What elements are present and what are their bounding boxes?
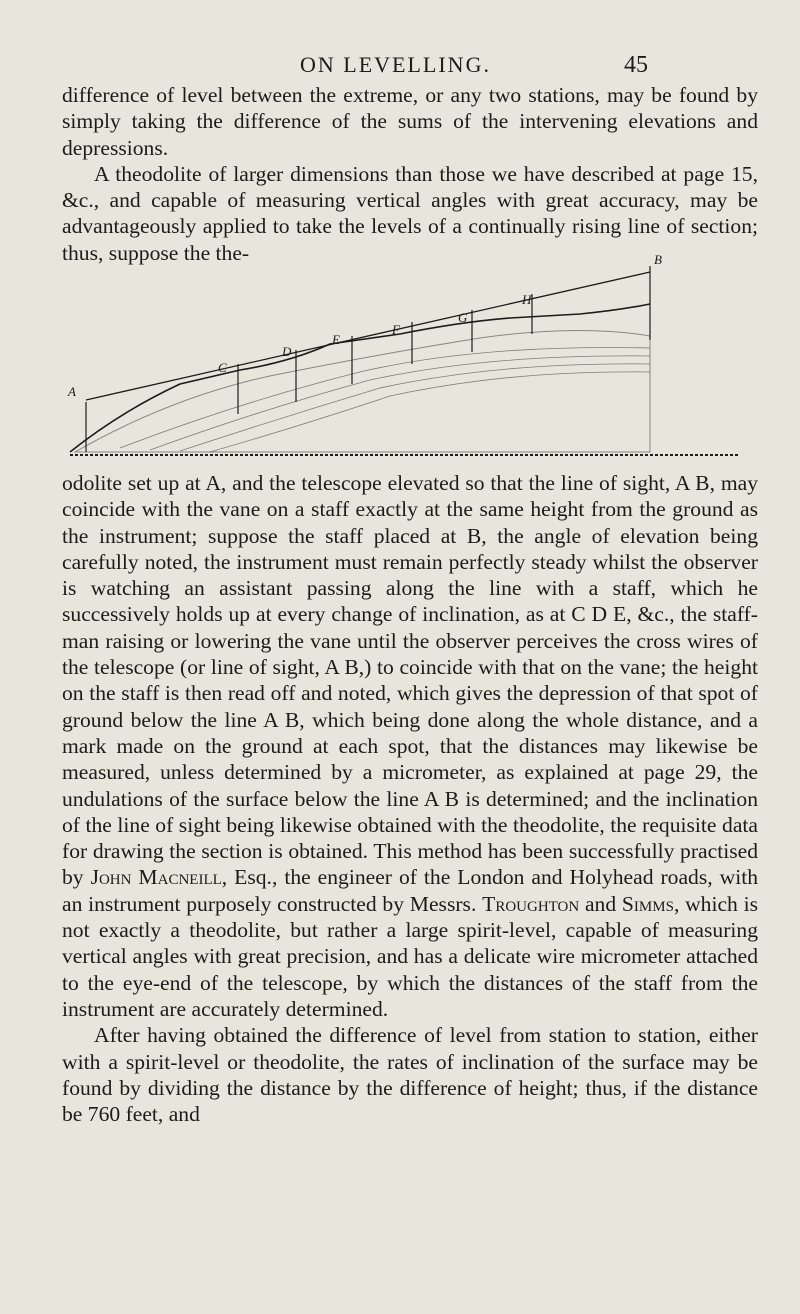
running-title: ON LEVELLING.: [300, 52, 491, 77]
text-block-bottom: [62, 470, 758, 1127]
label-a: A: [68, 384, 76, 399]
label-f: F: [392, 322, 400, 337]
figure-svg: [60, 252, 750, 466]
name-simms: Simms: [621, 891, 674, 916]
name-troughton: Troughton: [482, 891, 580, 916]
staffs: [86, 266, 650, 452]
label-g: G: [458, 310, 468, 325]
paragraph-1: difference of level between the extreme, or any two stations, may be found by simply taking the difference of the sums of the intervening elevations and depressions.: [62, 83, 758, 160]
paragraph-2: A theodolite of larger dimensions than those we have described at page 15, &c., and capable of measuring vertical angles with great accuracy, may be advantageously applied to take the levels of a continually rising line of section; thus, suppose the the-: [62, 161, 758, 265]
paragraph-4: After having obtained the difference of level from station to station, either with a spirit-level or theodolite, the rates of inclination of the surface may be found by dividing the distance by the difference of height; thus, if the distance be 760 feet, and: [62, 1023, 758, 1127]
label-e: E: [332, 332, 340, 347]
name-john-macneill: John Macneill: [90, 865, 222, 890]
label-c: C: [218, 360, 227, 375]
paragraph-3-part-d: , which is not exactly a theodolite, but rather a large spirit-level, capable of measuring vertical angles with great precision, and has a delicate wire micrometer attached to the eye-end of the telescope, by which the distances of the staff from the instrument are accurately determined.: [62, 891, 759, 1021]
page-number: 45: [624, 52, 648, 78]
label-b: B: [654, 252, 662, 267]
levelling-section-figure: [60, 252, 750, 466]
paragraph-3: [62, 470, 758, 1022]
label-h: H: [522, 292, 532, 307]
text-block-top: [62, 82, 758, 266]
label-d: D: [282, 344, 292, 359]
paragraph-3-part-b: , Esq., the engineer of the London and Holyhead roads, with an instrument purposely constructed by Messrs.: [62, 865, 758, 916]
paragraph-3-part-c: and: [579, 891, 622, 916]
paragraph-3-part-a: odolite set up at A, and the telescope elevated so that the line of sight, A B, may coincide with the vane on a staff exactly at the same height from the ground as the instrument; suppose the staff placed at B, the angle of elevation being carefully noted, the instrument must remain perfectly steady whilst the observer is watching an assistant passing along the line with a staff, which he successively holds up at every change of inclination, as at C D E, &c., the staff-man raising or lowering the vane until the observer perceives the cross wires of the telescope (or line of sight, A B,) to coincide with that on the vane; the height on the staff is then read off and noted, which gives the depression of that spot of ground below the line A B, which being done along the whole distance, and a mark made on the ground at each spot, that the distances may likewise be measured, unless determined by a micrometer, as explained at page 29, the undulations of the surface below the line A B is determined; and the inclination of the line of sight being likewise obtained with the theodolite, the requisite data for drawing the section is obtained. This method has been successfully practised by: [62, 471, 758, 890]
ground-line: [70, 304, 650, 452]
running-head: [0, 52, 800, 84]
terrain-hatch: [75, 330, 650, 452]
terrain-contours: [120, 348, 650, 453]
